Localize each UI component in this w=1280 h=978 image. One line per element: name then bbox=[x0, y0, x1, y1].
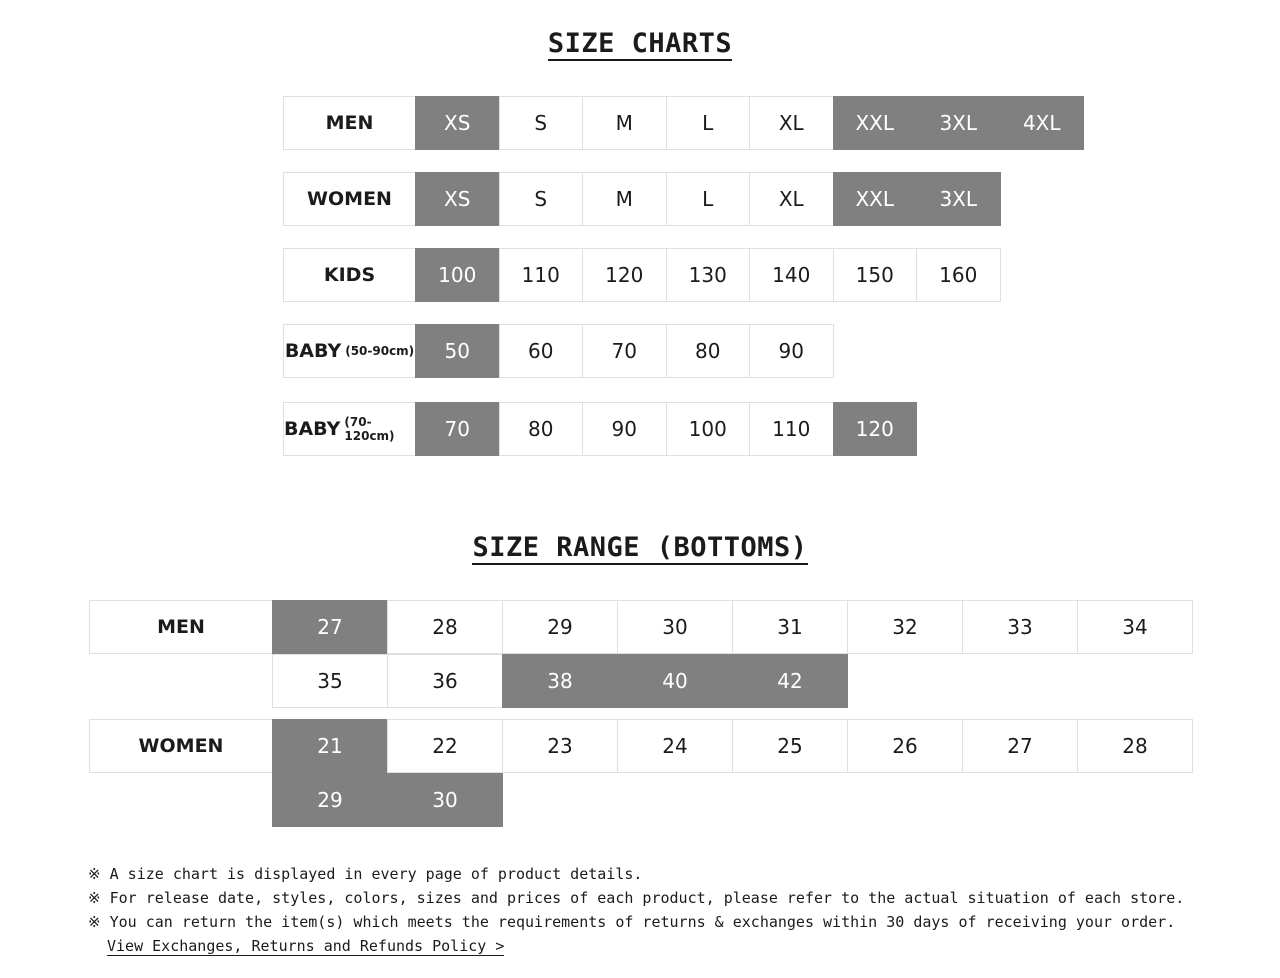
size-range-cell: 40 bbox=[617, 654, 733, 708]
size-range-cell: 33 bbox=[962, 600, 1078, 654]
note-item: ※ You can return the item(s) which meets the requirements of returns & exchanges within 30 days of receiving your order. bbox=[88, 913, 1176, 931]
size-range-row-label: WOMEN bbox=[89, 719, 273, 773]
size-range-cell: 38 bbox=[502, 654, 618, 708]
size-cell: XS bbox=[415, 172, 500, 226]
size-cell: 80 bbox=[499, 402, 584, 456]
size-range-cell: 27 bbox=[272, 600, 388, 654]
size-cell: XL bbox=[749, 96, 834, 150]
note-item: ※ For release date, styles, colors, sizes and prices of each product, please refer to the actual situation of each store. bbox=[88, 889, 1185, 907]
size-cell: M bbox=[582, 96, 667, 150]
size-chart-row-label bbox=[283, 96, 416, 150]
size-cell: 150 bbox=[833, 248, 918, 302]
size-range-row bbox=[89, 654, 848, 708]
size-range-cell: 32 bbox=[847, 600, 963, 654]
size-chart-row bbox=[283, 172, 1001, 226]
size-cell: 130 bbox=[666, 248, 751, 302]
row-label-text: MEN bbox=[325, 112, 374, 134]
size-cell: 100 bbox=[666, 402, 751, 456]
size-range-row-label: MEN bbox=[89, 600, 273, 654]
size-range-cell: 36 bbox=[387, 654, 503, 708]
policy-link-line bbox=[88, 934, 1184, 958]
size-cell: L bbox=[666, 172, 751, 226]
size-cell: 3XL bbox=[916, 172, 1001, 226]
size-cell: 3XL bbox=[916, 96, 1001, 150]
size-cell: 120 bbox=[582, 248, 667, 302]
row-label-text: BABY bbox=[284, 418, 341, 440]
size-charts-title: SIZE CHARTS bbox=[0, 28, 1280, 61]
size-cell: 120 bbox=[833, 402, 918, 456]
note-item: ※ A size chart is displayed in every page of product details. bbox=[88, 865, 643, 883]
size-range-cell: 27 bbox=[962, 719, 1078, 773]
size-range-cell: 31 bbox=[732, 600, 848, 654]
size-cell: XS bbox=[415, 96, 500, 150]
size-range-cell: 28 bbox=[387, 600, 503, 654]
size-range-row bbox=[89, 719, 1193, 773]
size-range-cell: 42 bbox=[732, 654, 848, 708]
size-cell: XL bbox=[749, 172, 834, 226]
size-range-cell: 25 bbox=[732, 719, 848, 773]
size-cell: 70 bbox=[582, 324, 667, 378]
size-cell: 4XL bbox=[1000, 96, 1085, 150]
row-label-range: (50-90cm) bbox=[345, 344, 415, 358]
size-cell: XXL bbox=[833, 96, 918, 150]
size-cell: 110 bbox=[749, 402, 834, 456]
size-range-cell: 23 bbox=[502, 719, 618, 773]
size-range-row bbox=[89, 600, 1193, 654]
size-range-row bbox=[89, 773, 503, 827]
size-range-row-label bbox=[89, 654, 273, 708]
size-range-cell: 30 bbox=[617, 600, 733, 654]
size-cell: 110 bbox=[499, 248, 584, 302]
size-chart-row bbox=[283, 96, 1084, 150]
size-cell: S bbox=[499, 96, 584, 150]
refund-policy-link[interactable]: View Exchanges, Returns and Refunds Policy > bbox=[107, 937, 505, 955]
size-cell: 140 bbox=[749, 248, 834, 302]
size-range-cell: 24 bbox=[617, 719, 733, 773]
size-range-cell: 34 bbox=[1077, 600, 1193, 654]
size-chart-row-label bbox=[283, 248, 416, 302]
size-range-cell: 35 bbox=[272, 654, 388, 708]
size-range-cell: 29 bbox=[502, 600, 618, 654]
size-cell: XXL bbox=[833, 172, 918, 226]
size-cell: 100 bbox=[415, 248, 500, 302]
size-cell: 80 bbox=[666, 324, 751, 378]
size-range-cell: 22 bbox=[387, 719, 503, 773]
size-cell: 70 bbox=[415, 402, 500, 456]
size-cell: 90 bbox=[749, 324, 834, 378]
row-label-range: (70-120cm) bbox=[344, 415, 395, 443]
row-label-text: BABY bbox=[284, 340, 342, 362]
size-cell: 90 bbox=[582, 402, 667, 456]
size-cell: 60 bbox=[499, 324, 584, 378]
size-chart-row-label bbox=[283, 324, 416, 378]
size-chart-row-label bbox=[283, 402, 416, 456]
size-range-title: SIZE RANGE (BOTTOMS) bbox=[0, 532, 1280, 565]
size-cell: 160 bbox=[916, 248, 1001, 302]
size-cell: S bbox=[499, 172, 584, 226]
size-range-cell: 21 bbox=[272, 719, 388, 773]
notes-list bbox=[88, 862, 1184, 958]
size-range-row-label bbox=[89, 773, 273, 827]
size-chart-row bbox=[283, 324, 834, 378]
size-chart-row bbox=[283, 248, 1001, 302]
size-range-cell: 30 bbox=[387, 773, 503, 827]
row-label-text: KIDS bbox=[323, 264, 376, 286]
size-cell: M bbox=[582, 172, 667, 226]
size-cell: 50 bbox=[415, 324, 500, 378]
size-chart-row bbox=[283, 402, 917, 456]
size-range-cell: 29 bbox=[272, 773, 388, 827]
size-chart-row-label bbox=[283, 172, 416, 226]
size-range-cell: 28 bbox=[1077, 719, 1193, 773]
size-range-cell: 26 bbox=[847, 719, 963, 773]
row-label-text: WOMEN bbox=[307, 188, 392, 210]
size-cell: L bbox=[666, 96, 751, 150]
